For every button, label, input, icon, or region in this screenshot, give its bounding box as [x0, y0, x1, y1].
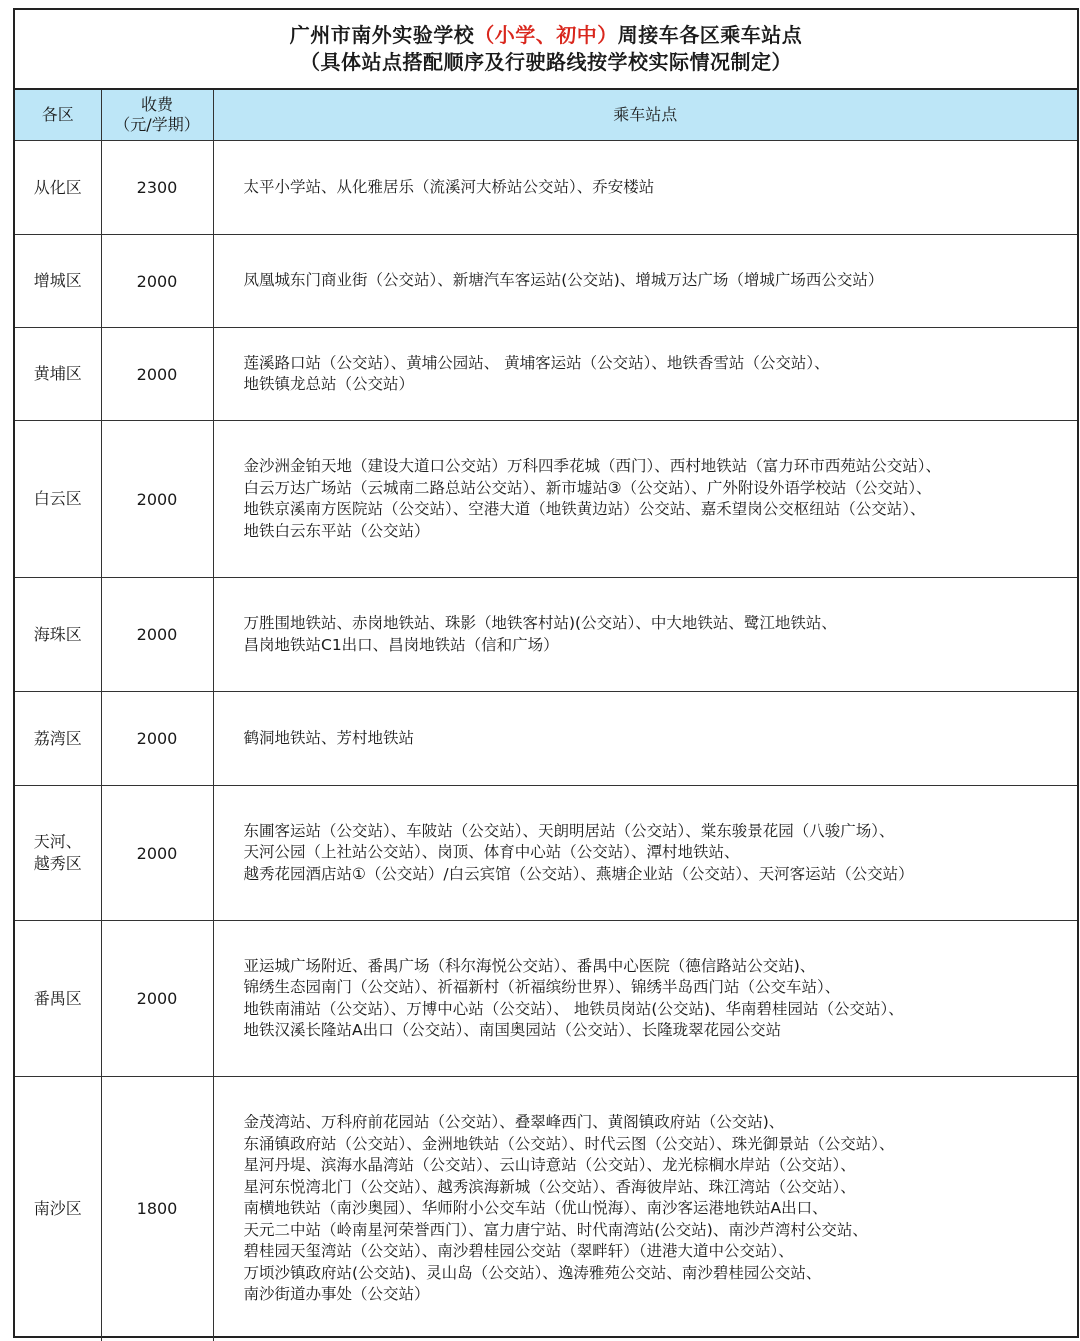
stop-line: 地铁白云东平站（公交站）	[243, 521, 430, 540]
stop-line: 锦绣生态园南门（公交站）、祈福新村（祈福缤纷世界）、锦绣半岛西门站（公交车站）、	[243, 978, 841, 996]
stops-cell	[213, 328, 1077, 421]
stop-line: 亚运城广场附近、番禺广场（科尔海悦公交站）、番禺中心医院（德信路站公交站)、	[243, 956, 816, 975]
district-name: 海珠区	[33, 624, 82, 644]
fee-cell: 2300	[101, 141, 213, 235]
table-header-row	[15, 90, 1077, 141]
stop-line: 地铁汉溪长隆站A出口（公交站）、南国奥园站（公交站）、长隆珑翠花园公交站	[243, 1021, 782, 1039]
table-row	[15, 235, 1077, 328]
district-cell	[15, 141, 101, 235]
stop-line: 越秀花园酒店站①（公交站）/白云宾馆（公交站）、燕塘企业站（公交站）、天河客运站（公交站）	[243, 864, 914, 883]
district-name: 黄埔区	[33, 364, 82, 383]
stop-line: 地铁镇龙总站（公交站）	[243, 375, 415, 393]
title-prefix: 广州市南外实验学校	[289, 23, 475, 47]
district-name: 白云区	[33, 489, 82, 508]
table-row	[15, 328, 1077, 421]
stop-line: 凤凰城东门商业街（公交站）、新塘汽车客运站(公交站)、增城万达广场（增城广场西公交站）	[243, 271, 884, 290]
district-cell	[15, 578, 101, 692]
fee-cell: 2000	[101, 921, 213, 1077]
stops-cell	[213, 235, 1077, 328]
stop-line: 金茂湾站、万科府前花园站（公交站）、叠翠峰西门、黄阁镇政府站（公交站)、	[243, 1113, 785, 1131]
stop-line: 太平小学站、从化雅居乐（流溪河大桥站公交站）、乔安楼站	[243, 177, 655, 196]
stop-line: 天元二中站（岭南星河荣誉西门）、富力唐宁站、时代南湾站(公交站)、南沙芦湾村公交站、	[243, 1220, 868, 1239]
title-highlight: （小学、初中）	[474, 23, 618, 47]
district-name: 天河、	[33, 832, 82, 851]
stops-cell	[213, 421, 1077, 578]
district-cell	[15, 421, 101, 578]
header-fee	[101, 90, 213, 141]
stops-table	[15, 90, 1077, 1341]
header-fee-line2: （元/学期）	[114, 115, 200, 134]
stop-line: 东涌镇政府站（公交站）、金洲地铁站（公交站）、时代云图（公交站）、珠光御景站（公交站）、	[243, 1134, 895, 1153]
stop-line: 万顷沙镇政府站(公交站)、灵山岛（公交站）、逸涛雅苑公交站、南沙碧桂园公交站、	[243, 1263, 822, 1282]
district-cell	[15, 786, 101, 921]
table-body	[15, 141, 1077, 1341]
stop-line: 莲溪路口站（公交站）、黄埔公园站、 黄埔客运站（公交站）、地铁香雪站（公交站）、	[243, 353, 830, 372]
header-district: 各区	[15, 90, 101, 141]
stop-line: 东圃客运站（公交站）、车陂站（公交站）、天朗明居站（公交站）、棠东骏景花园（八骏广场）、	[243, 821, 895, 840]
stop-line: 星河东悦湾北门（公交站）、越秀滨海新城（公交站）、香海彼岸站、珠江湾站（公交站）、	[243, 1177, 856, 1196]
stop-line: 天河公园（上社站公交站）、岗顶、体育中心站（公交站）、潭村地铁站、	[243, 843, 740, 862]
stop-line: 昌岗地铁站C1出口、昌岗地铁站（信和广场）	[243, 635, 559, 654]
fee-cell: 2000	[101, 692, 213, 786]
stop-line: 星河丹堤、滨海水晶湾站（公交站）、云山诗意站（公交站）、龙光棕榈水岸站（公交站）、	[243, 1156, 856, 1174]
stop-line: 白云万达广场站（云城南二路总站公交站）、新市墟站③（公交站）、广外附设外语学校站（公交站）、	[243, 478, 932, 497]
table-row	[15, 921, 1077, 1077]
title-line-1	[15, 22, 1077, 49]
fee-cell: 2000	[101, 786, 213, 921]
district-name: 南沙区	[33, 1198, 82, 1218]
stops-cell	[213, 141, 1077, 235]
stop-line: 南横地铁站（南沙奥园）、华师附小公交车站（优山悦海）、南沙客运港地铁站A出口、	[243, 1199, 828, 1217]
stop-line: 南沙街道办事处（公交站）	[243, 1285, 430, 1303]
table-row	[15, 1077, 1077, 1341]
stop-line: 鹤洞地铁站、芳村地铁站	[243, 728, 415, 747]
table-row	[15, 692, 1077, 786]
title-suffix: 周接车各区乘车站点	[617, 23, 803, 47]
stops-cell	[213, 692, 1077, 786]
fee-cell: 2000	[101, 578, 213, 692]
stops-cell	[213, 921, 1077, 1077]
stops-cell	[213, 578, 1077, 692]
district-name: 荔湾区	[33, 728, 82, 748]
district-name: 番禺区	[33, 988, 82, 1008]
table-row	[15, 578, 1077, 692]
fee-cell: 1800	[101, 1077, 213, 1341]
district-cell	[15, 921, 101, 1077]
header-fee-line1: 收费	[140, 95, 173, 114]
title-line-2: （具体站点搭配顺序及行驶路线按学校实际情况制定）	[300, 50, 792, 74]
stop-line: 碧桂园天玺湾站（公交站）、南沙碧桂园公交站（翠畔轩）（进港大道中公交站）、	[243, 1242, 794, 1260]
district-name: 从化区	[33, 177, 82, 197]
district-cell	[15, 235, 101, 328]
fee-cell: 2000	[101, 421, 213, 578]
district-name: 增城区	[33, 271, 82, 290]
stop-line: 万胜围地铁站、赤岗地铁站、珠影（地铁客村站)(公交站）、中大地铁站、鹭江地铁站、	[243, 614, 837, 632]
stop-line: 金沙洲金铂天地（建设大道口公交站）万科四季花城（西门）、西村地铁站（富力环市西苑站公交站）、	[243, 457, 942, 475]
header-stops: 乘车站点	[213, 90, 1077, 141]
table-row	[15, 786, 1077, 921]
district-name: 越秀区	[33, 854, 82, 873]
table-row	[15, 141, 1077, 235]
district-cell	[15, 1077, 101, 1341]
stops-cell	[213, 1077, 1077, 1341]
district-cell	[15, 692, 101, 786]
table-row	[15, 421, 1077, 578]
fee-cell: 2000	[101, 328, 213, 421]
fee-cell: 2000	[101, 235, 213, 328]
stop-line: 地铁南浦站（公交站）、万博中心站（公交站）、 地铁员岗站(公交站)、华南碧桂园站（公交站）、	[243, 999, 904, 1018]
stop-line: 地铁京溪南方医院站（公交站）、空港大道（地铁黄边站）公交站、嘉禾望岗公交枢纽站（公交站）、	[243, 500, 926, 518]
district-cell	[15, 328, 101, 421]
stops-cell	[213, 786, 1077, 921]
title-block	[15, 10, 1077, 90]
schedule-sheet	[13, 8, 1079, 1338]
